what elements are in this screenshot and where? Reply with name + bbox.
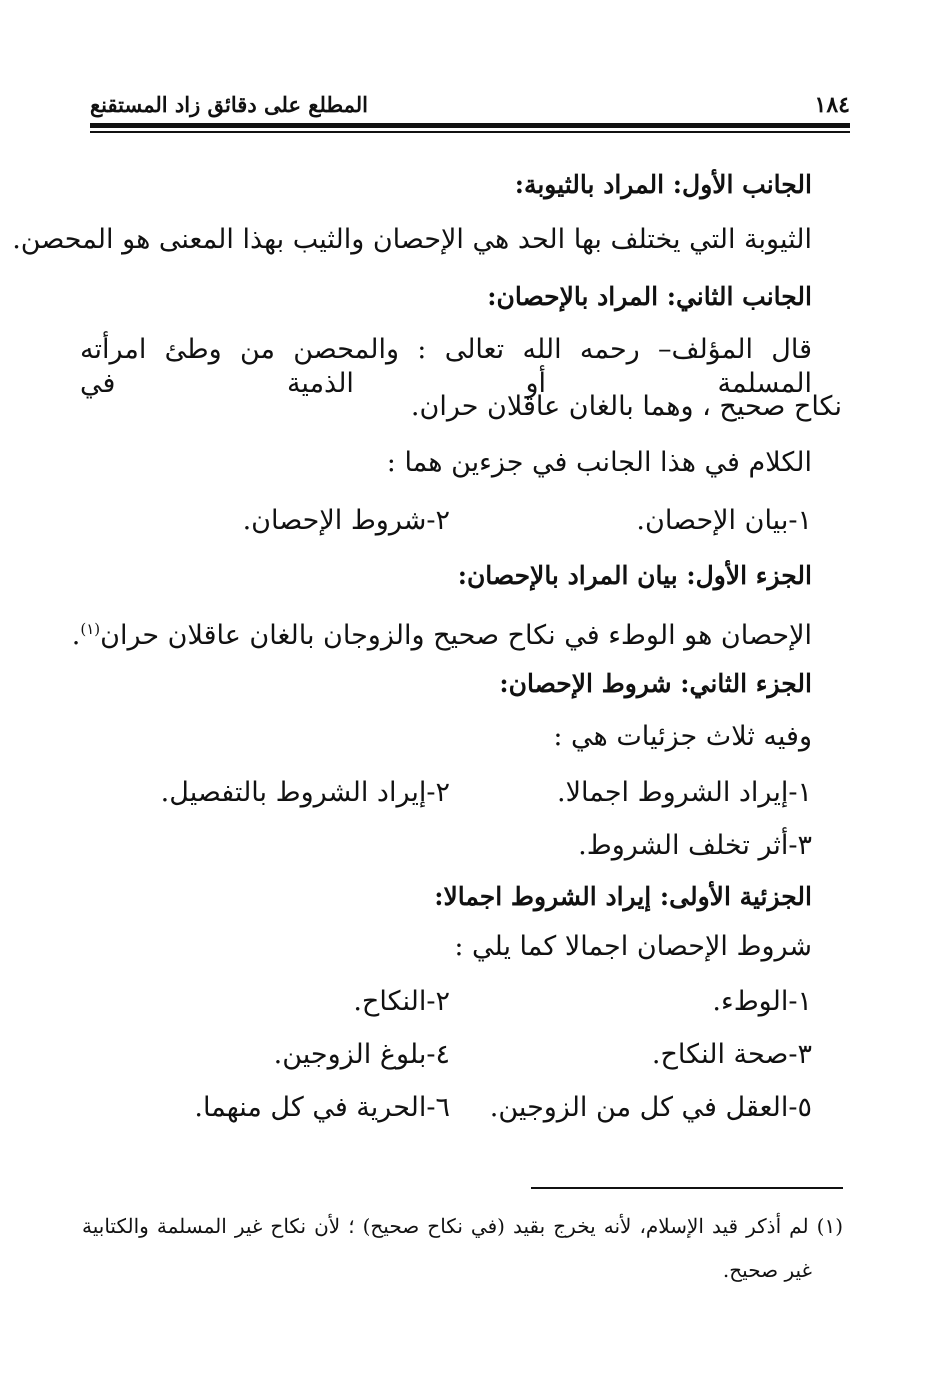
footnote-line1: (١) لم أذكر قيد الإسلام، لأنه يخرج بقيد (في نكاح صحيح) ؛ لأن نكاح غير المسلمة والكتابية	[82, 1214, 843, 1238]
list-item: ٢-شروط الإحصان.	[242, 505, 450, 536]
ihsan-definition-text: الإحصان هو الوطء في نكاح صحيح والزوجان بالغان عاقلان حران	[100, 620, 812, 651]
footnote-separator	[531, 1187, 843, 1189]
list-item: ٣-أثر تخلف الشروط.	[578, 830, 812, 861]
paragraph-thayyuba: الثيوبة التي يختلف بها الحد هي الإحصان والثيب بهذا المعنى هو المحصن.	[12, 224, 812, 255]
header-rule-thick	[90, 123, 850, 128]
paragraph-ihsan-definition	[72, 612, 812, 653]
list-item: ١-الوطء.	[712, 986, 812, 1017]
paragraph-conditions-summary: شروط الإحصان اجمالا كما يلي :	[454, 931, 812, 962]
heading-second-aspect: الجانب الثاني: المراد بالإحصان:	[487, 282, 812, 311]
footnote-line2: غير صحيح.	[722, 1258, 812, 1282]
heading-subpart-one: الجزئية الأولى: إيراد الشروط اجمالا:	[434, 882, 812, 911]
page-number: ١٨٤	[814, 92, 850, 118]
list-item: ٣-صحة النكاح.	[651, 1039, 812, 1070]
list-item: ١-إيراد الشروط اجمالا.	[557, 777, 812, 808]
paragraph-two-parts: الكلام في هذا الجانب في جزءين هما :	[386, 447, 812, 478]
paragraph-author-quote-line1: قال المؤلف– رحمه الله تعالى : والمحصن من وطئ امرأته المسلمة أو الذمية في	[80, 334, 812, 399]
header-rule-thin	[90, 131, 850, 133]
heading-part-two: الجزء الثاني: شروط الإحصان:	[499, 669, 812, 698]
heading-part-one: الجزء الأول: بيان المراد بالإحصان:	[457, 561, 812, 590]
list-item: ٦-الحرية في كل منهما.	[194, 1092, 450, 1123]
page-header	[90, 92, 850, 118]
list-item: ١-بيان الإحصان.	[636, 505, 812, 536]
ihsan-definition-end: .	[71, 620, 81, 651]
list-item: ٢-إيراد الشروط بالتفصيل.	[160, 777, 450, 808]
footnote-reference: (١)	[80, 620, 101, 638]
book-title: المطلع على دقائق زاد المستقنع	[90, 92, 369, 117]
paragraph-three-subparts: وفيه ثلاث جزئيات هي :	[553, 721, 812, 752]
list-item: ٥-العقل في كل من الزوجين.	[489, 1092, 812, 1123]
heading-first-aspect: الجانب الأول: المراد بالثيوبة:	[514, 170, 812, 199]
paragraph-author-quote-line2: نكاح صحيح ، وهما بالغان عاقلان حران.	[410, 391, 842, 422]
list-item: ٤-بلوغ الزوجين.	[273, 1039, 450, 1070]
list-item: ٢-النكاح.	[353, 986, 450, 1017]
